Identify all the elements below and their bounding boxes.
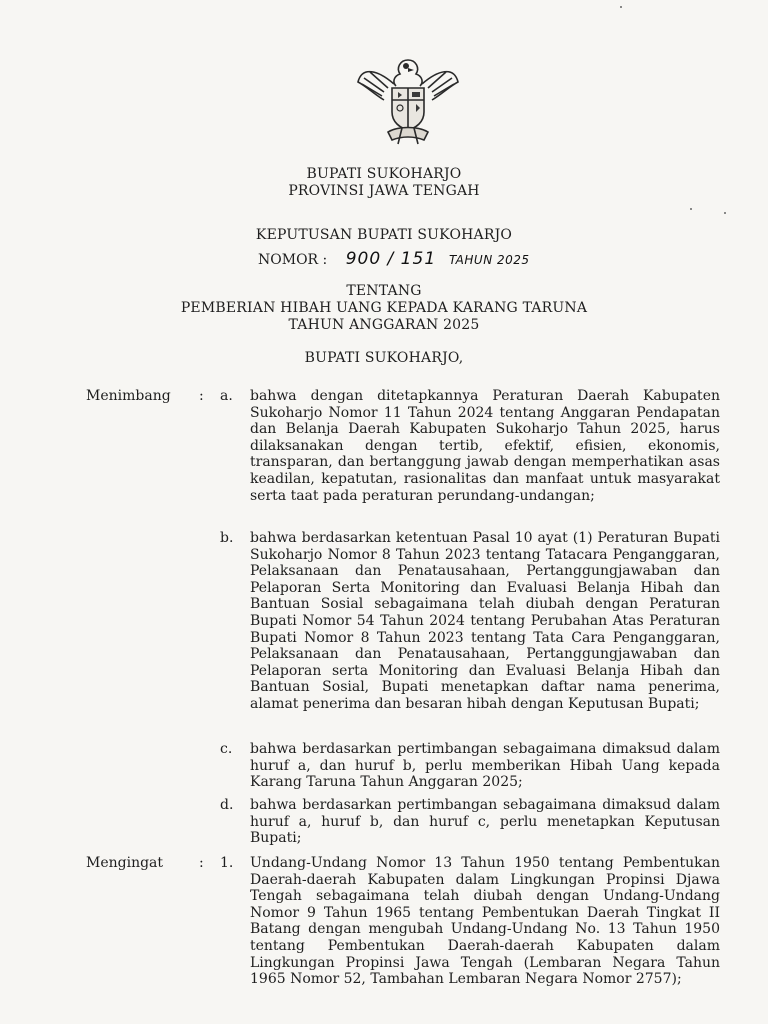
mengingat-colon: : bbox=[199, 855, 204, 871]
subject-line-2: TAHUN ANGGARAN 2025 bbox=[288, 317, 480, 333]
menimbang-label: Menimbang bbox=[86, 388, 171, 404]
item-marker: d. bbox=[220, 797, 234, 813]
number-label: NOMOR : bbox=[258, 252, 328, 268]
scan-speck bbox=[620, 6, 622, 8]
item-text: bahwa berdasarkan pertimbangan sebagaimana dimaksud dalam huruf a, huruf b, dan huruf c, perlu menetapkan Keputusan Bupati; bbox=[250, 797, 720, 847]
menimbang-colon: : bbox=[199, 388, 204, 404]
about-heading: TENTANG bbox=[346, 283, 422, 299]
item-marker: 1. bbox=[220, 855, 234, 871]
issuer-heading: BUPATI SUKOHARJO, bbox=[304, 350, 464, 366]
item-marker: c. bbox=[220, 741, 233, 757]
item-text: bahwa dengan ditetapkannya Peraturan Daerah Kabupaten Sukoharjo Nomor 11 Tahun 2024 tentang Anggaran Pendapatan dan Belanja Daerah Kabupaten Sukoharjo Tahun 2025, harus dilaksanakan dengan tertib, efektif, efisien, ekonomis, transparan, dan bertanggung jawab dengan memperhatikan asas keadilan, kepatutan, rasionalitas dan manfaat untuk masyarakat serta taat pada peraturan perundang-undangan; bbox=[250, 388, 720, 504]
garuda-emblem-icon bbox=[354, 48, 462, 148]
decree-title: KEPUTUSAN BUPATI SUKOHARJO bbox=[255, 227, 513, 243]
handwritten-number: 900 / 151 TAHUN 2025 bbox=[345, 249, 530, 269]
decree-number-line bbox=[258, 249, 530, 269]
item-marker: a. bbox=[220, 388, 233, 404]
scan-speck bbox=[724, 212, 726, 214]
item-text: bahwa berdasarkan pertimbangan sebagaimana dimaksud dalam huruf a, dan huruf b, perlu memberikan Hibah Uang kepada Karang Taruna Tahun Anggaran 2025; bbox=[250, 741, 720, 791]
office-title: BUPATI SUKOHARJO bbox=[306, 166, 462, 182]
item-text: bahwa berdasarkan ketentuan Pasal 10 ayat (1) Peraturan Bupati Sukoharjo Nomor 8 Tahun 2023 tentang Tatacara Penganggaran, Pelaksanaan dan Penatausahaan, Pertanggungjawaban dan Pelaporan Serta Monitoring dan Evaluasi Belanja Hibah dan Bantuan Sosial sebagaimana telah diubah dengan Peraturan Bupati Nomor 54 Tahun 2024 tentang Perubahan Atas Peraturan Bupati Nomor 8 Tahun 2023 tentang Tata Cara Penganggaran, Pelaksanaan dan Penatausahaan, Pertanggungjawaban dan Pelaporan serta Monitoring dan Evaluasi Belanja Hibah dan Bantuan Sosial, Bupati menetapkan daftar nama penerima, alamat penerima dan besaran hibah dengan Keputusan Bupati; bbox=[250, 530, 720, 712]
province-title: PROVINSI JAWA TENGAH bbox=[288, 183, 480, 199]
mengingat-label: Mengingat bbox=[86, 855, 164, 871]
item-text: Undang-Undang Nomor 13 Tahun 1950 tentang Pembentukan Daerah-daerah Kabupaten dalam Lingkungan Propinsi Djawa Tengah sebagaimana telah diubah dengan Undang-Undang Nomor 9 Tahun 1965 tentang Pembentukan Daerah Tingkat II Batang dengan mengubah Undang-Undang No. 13 Tahun 1950 tentang Pembentukan Daerah-daerah Kabupaten dalam Lingkungan Propinsi Jawa Tengah (Lembaran Negara Tahun 1965 Nomor 52, Tambahan Lembaran Negara Nomor 2757); bbox=[250, 855, 720, 988]
item-marker: b. bbox=[220, 530, 234, 546]
scan-speck bbox=[690, 208, 692, 210]
subject-line-1: PEMBERIAN HIBAH UANG KEPADA KARANG TARUNA bbox=[180, 300, 588, 316]
